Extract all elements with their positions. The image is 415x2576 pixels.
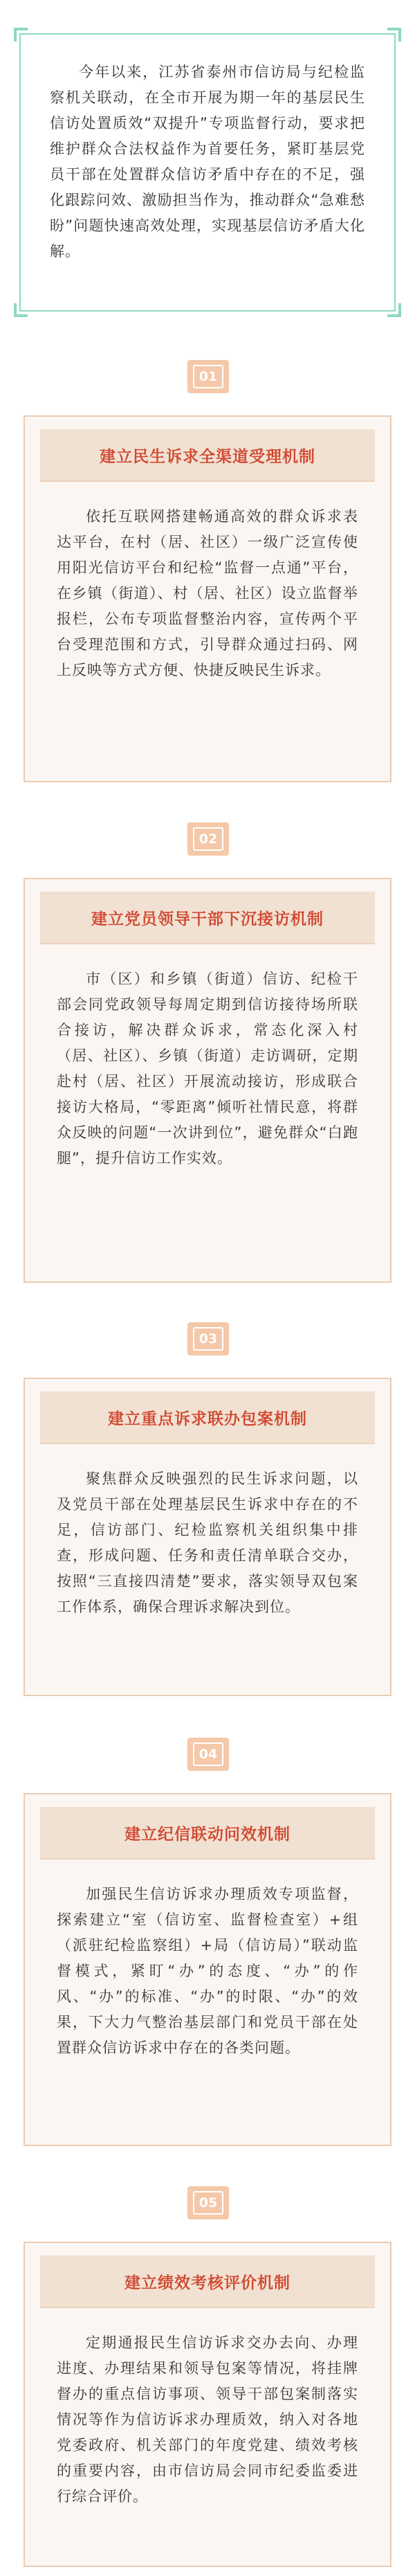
corner-decoration xyxy=(387,303,401,317)
section-number: 02 xyxy=(193,827,223,851)
section-number-badge xyxy=(187,360,229,393)
section-header xyxy=(40,2255,375,2308)
section-card xyxy=(24,415,391,782)
section-title: 建立重点诉求联办包案机制 xyxy=(108,1409,307,1428)
section-header xyxy=(40,1807,375,1859)
section-number-badge xyxy=(187,822,229,856)
section-header xyxy=(40,892,375,944)
section-number-badge xyxy=(187,1738,229,1771)
section-card xyxy=(24,878,391,1283)
section-paragraph: 加强民生信访诉求办理质效专项监督，探索建立“室（信访室、监督检查室）+组（派驻纪检监察组）+局（信访局）”联动监督模式，紧盯“办”的态度、“办”的作风、“办”的标准、“办”的时限、“办”的效果，下大力气整治基层部门和党员干部在处置群众信访诉求中存在的各类问题。 xyxy=(57,1886,358,2056)
corner-decoration xyxy=(14,303,28,317)
section-paragraph: 定期通报民生信访诉求交办去向、办理进度、办理结果和领导包案等情况，将挂牌督办的重点信访事项、领导干部包案制落实情况等作为信访诉求办理质效，纳入对各地党委政府、机关部门的年度党建、绩效考核的重要内容，由市信访局会同市纪委监委进行综合评价。 xyxy=(57,2334,358,2505)
corner-decoration xyxy=(387,28,401,42)
corner-decoration xyxy=(14,28,28,42)
intro-card xyxy=(19,33,396,312)
section-card xyxy=(24,1793,391,2146)
section-title: 建立党员领导干部下沉接访机制 xyxy=(91,910,324,928)
section-number: 03 xyxy=(193,1327,223,1351)
section-number: 04 xyxy=(193,1742,223,1766)
section-header xyxy=(40,1391,375,1444)
section-number-badge xyxy=(187,1322,229,1355)
section-card xyxy=(24,2242,391,2567)
section-number: 01 xyxy=(193,365,223,388)
section-paragraph: 聚焦群众反映强烈的民生诉求问题，以及党员干部在处理基层民生诉求中存在的不足，信访部门、纪检监察机关组织集中排查，形成问题、任务和责任清单联合交办，按照“三直接四清楚”要求，落实领导双包案工作体系，确保合理诉求解决到位。 xyxy=(57,1470,358,1615)
section-paragraph: 依托互联网搭建畅通高效的群众诉求表达平台，在村（居、社区）一级广泛宣传使用阳光信访平台和纪检“监督一点通”平台，在乡镇（街道）、村（居、社区）设立监督举报栏，公布专项监督整治内容，宣传两个平台受理范围和方式，引导群众通过扫码、网上反映等方式方便、快捷反映民生诉求。 xyxy=(57,508,358,678)
section-title: 建立纪信联动问效机制 xyxy=(124,1825,290,1844)
section-number: 05 xyxy=(193,2191,223,2215)
section-number-badge xyxy=(187,2186,229,2219)
intro-paragraph: 今年以来，江苏省泰州市信访局与纪检监察机关联动，在全市开展为期一年的基层民生信访处置质效“双提升”专项监督行动，要求把维护群众合法权益作为首要任务，紧盯基层党员干部在处置群众信访矛盾中存在的不足，强化跟踪问效、激励担当作为，推动群众“急难愁盼”问题快速高效处理，实现基层信访矛盾大化解。 xyxy=(50,64,365,260)
section-title: 建立民生诉求全渠道受理机制 xyxy=(100,447,315,466)
section-header xyxy=(40,429,375,482)
section-title: 建立绩效考核评价机制 xyxy=(124,2273,290,2292)
section-paragraph: 市（区）和乡镇（街道）信访、纪检干部会同党政领导每周定期到信访接待场所联合接访，解决群众诉求，常态化深入村（居、社区）、乡镇（街道）走访调研，定期赴村（居、社区）开展流动接访，形成联合接访大格局，“零距离”倾听社情民意，将群众反映的问题“一次讲到位”，避免群众“白跑腿”，提升信访工作实效。 xyxy=(57,971,358,1167)
section-card xyxy=(24,1378,391,1696)
